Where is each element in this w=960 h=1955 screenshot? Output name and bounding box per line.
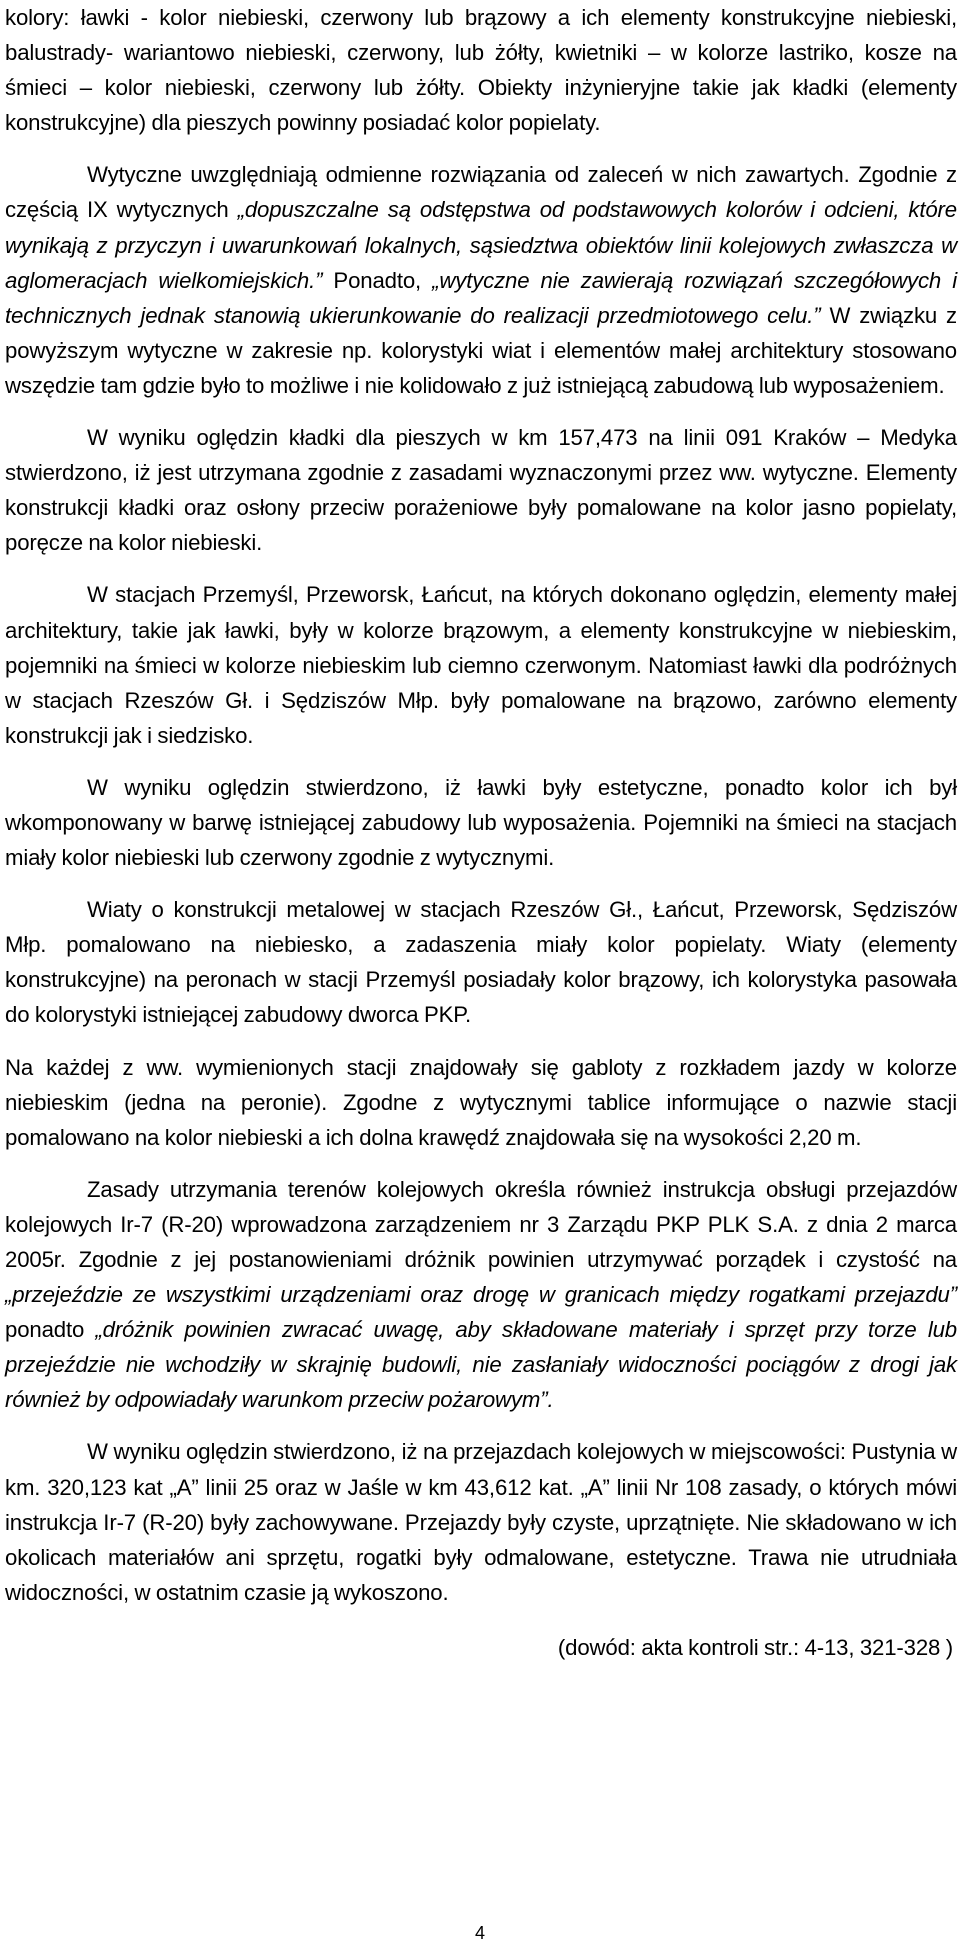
text-run: Na każdej z ww. wymienionych stacji znajdowały się gabloty z rozkładem jazdy w kolorze niebieskim (jedna na peronie). Zgodne z wytycznymi tablice informujące o nazwie stacji pomalowano na kolor niebieski a ich dolna krawędź znajdowała się na wysokości 2,20 m. (5, 1054, 957, 1150)
paragraph-p8 (5, 1172, 957, 1418)
text-run: W związku z powyższym wytyczne w zakresie np. kolorystyki wiat i elementów małej architektury stosowano wszędzie tam gdzie było to możliwe i nie kolidowało z już istniejącą zabudową lub wyposażeniem. (5, 302, 957, 398)
text-run: Wiaty o konstrukcji metalowej w stacjach Rzeszów Gł., Łańcut, Przeworsk, Sędziszów Młp. pomalowano na niebiesko, a zadaszenia miały kolor popielaty. Wiaty (elementy konstrukcyjne) na peronach w stacji Przemyśl posiadały kolor brązowy, ich kolorystyka pasowała do kolorystyki istniejącej zabudowy dworca PKP. (5, 897, 957, 1028)
paragraph-p5 (5, 770, 957, 875)
text-run: ponadto (5, 1317, 96, 1343)
paragraph-p6 (5, 892, 957, 1032)
paragraph-p1 (5, 0, 957, 140)
text-run: W wyniku oględzin kładki dla pieszych w km 157,473 na linii 091 Kraków – Medyka stwierdzono, iż jest utrzymana zgodnie z zasadami wyznaczonymi przez ww. wytyczne. Elementy konstrukcji kładki oraz osłony przeciw porażeniowe były pomalowane na kolor jasno popielaty, poręcze na kolor niebieski. (5, 425, 957, 556)
paragraph-p7 (5, 1050, 957, 1155)
paragraph-p9 (5, 1434, 957, 1609)
text-run: Zasady utrzymania terenów kolejowych określa również instrukcja obsługi przejazdów kolejowych Ir-7 (R-20) wprowadzona zarządzeniem nr 3 Zarządu PKP PLK S.A. z dnia 2 marca 2005r. Zgodnie z jej postanowieniami dróżnik powinien utrzymywać porządek i czystość na (5, 1176, 957, 1272)
quoted-text: „wytyczne nie zawierają rozwiązań szczegółowych i technicznych jednak stanowią ukierunkowanie do realizacji przedmiotowego celu.” (5, 267, 957, 328)
text-run: kolory: ławki - kolor niebieski, czerwony lub brązowy a ich elementy konstrukcyjne niebieski, balustrady- wariantowo niebieski, czerwony, lub żółty, kwietniki – w kolorze lastriko, kosze na śmieci – kolor niebieski, czerwony lub żółty. Obiekty inżynieryjne takie jak kładki (elementy konstrukcyjne) dla pieszych powinny posiadać kolor popielaty. (5, 5, 957, 136)
evidence-note: (dowód: akta kontroli str.: 4-13, 321-328 ) (557, 1634, 953, 1660)
text-run: Ponadto, (322, 267, 433, 293)
page-number: 4 (474, 1923, 485, 1943)
text-run: W wyniku oględzin stwierdzono, iż na przejazdach kolejowych w miejscowości: Pustynia w km. 320,123 kat „A” linii 25 oraz w Jaśle w km 43,612 kat. „A” linii Nr 108 zasady, o których mówi instrukcja Ir-7 (R-20) były zachowywane. Przejazdy były czyste, uprzątnięte. Nie składowano w ich okolicach materiałów ani sprzętu, rogatki były odmalowane, estetyczne. Trawa nie utrudniała widoczności, w ostatnim czasie ją wykoszono. (5, 1439, 957, 1605)
paragraph-list (5, 0, 957, 1610)
text-run: Wytyczne uwzględniają odmienne rozwiązania od zaleceń w nich zawartych. Zgodnie z częścią IX wytycznych (5, 162, 957, 223)
quoted-text: „przejeździe ze wszystkimi urządzeniami oraz drogę w granicach między rogatkami przejazdu” (5, 1282, 957, 1308)
paragraph-p2 (5, 157, 957, 403)
text-run: W stacjach Przemyśl, Przeworsk, Łańcut, na których dokonano oględzin, elementy małej architektury, takie jak ławki, były w kolorze brązowym, a elementy konstrukcyjne w niebieskim, pojemniki na śmieci w kolorze niebieskim lub ciemno czerwonym. Natomiast ławki dla podróżnych w stacjach Rzeszów Gł. i Sędziszów Młp. były pomalowane na brązowo, zarówno elementy konstrukcji jak i siedzisko. (5, 582, 957, 748)
quoted-text: „dróżnik powinien zwracać uwagę, aby składowane materiały i sprzęt przy torze lub przejeździe nie wchodziły w skrajnię budowli, nie zasłaniały widoczności pociągów z drogi jak również by odpowiadały warunkom przeciw pożarowym”. (5, 1317, 957, 1413)
document-body (5, 0, 957, 1665)
paragraph-p3 (5, 420, 957, 560)
quoted-text: „dopuszczalne są odstępstwa od podstawowych kolorów i odcieni, które wynikają z przyczyn i uwarunkowań lokalnych, sąsiedztwa obiektów linii kolejowych zwłaszcza w aglomeracjach wielkomiejskich.” (5, 197, 957, 293)
paragraph-p4 (5, 577, 957, 752)
text-run: W wyniku oględzin stwierdzono, iż ławki były estetyczne, ponadto kolor ich był wkomponowany w barwę istniejącej zabudowy lub wyposażenia. Pojemniki na śmieci na stacjach miały kolor niebieski lub czerwony zgodnie z wytycznymi. (5, 774, 957, 871)
